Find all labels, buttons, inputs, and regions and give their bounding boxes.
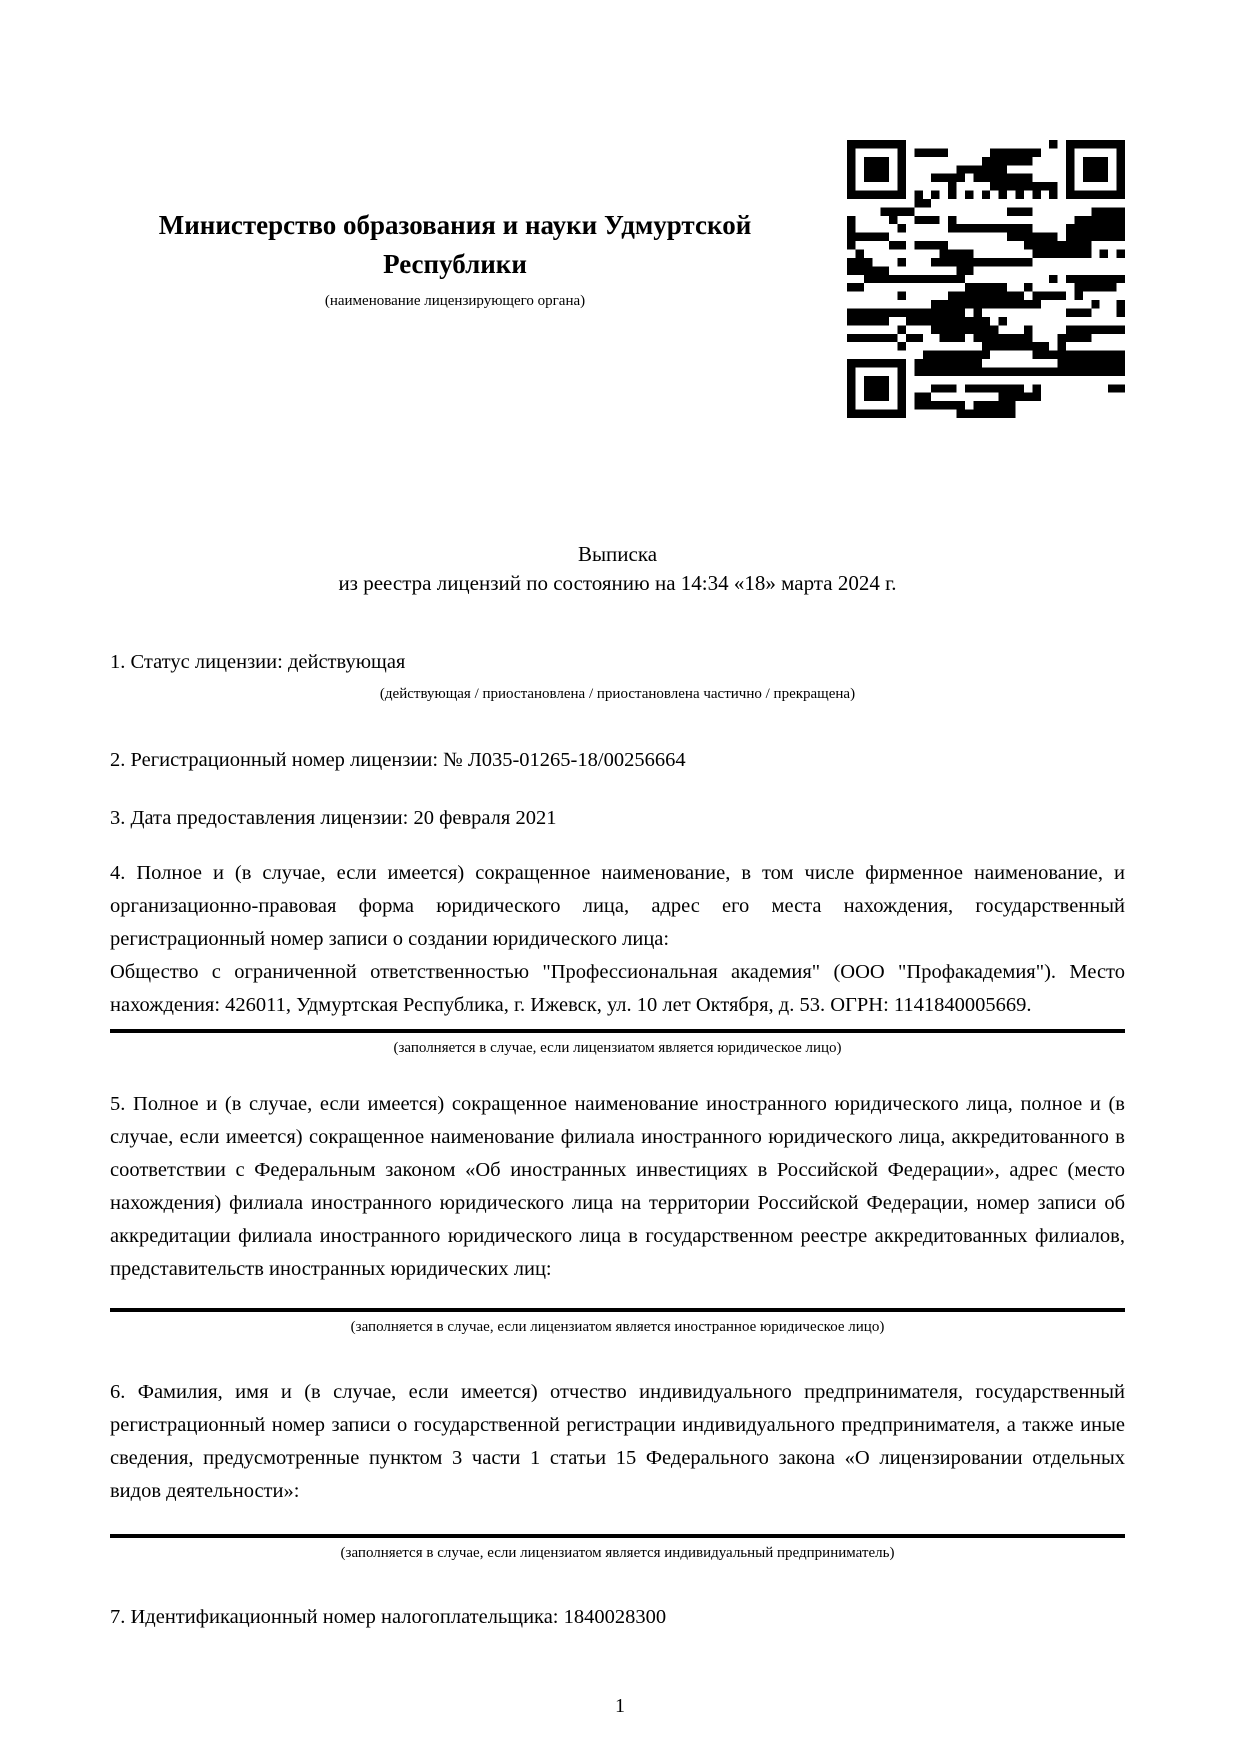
page-number: 1 xyxy=(615,1695,625,1717)
legal-entity-caption: (заполняется в случае, если лицензиатом является юридическое лицо) xyxy=(393,1040,842,1057)
foreign-entity-blank-rule xyxy=(110,1308,1125,1312)
authority-block xyxy=(110,140,800,312)
license-date-text: 3. Дата предоставления лицензии: 20 февраля 2021 xyxy=(110,807,557,830)
licensing-authority-name: Министерство образования и науки Удмуртской Республики xyxy=(158,210,752,280)
item-license-status xyxy=(110,646,1125,704)
taxpayer-number-text: 7. Идентификационный номер налогоплательщика: 1840028300 xyxy=(110,1605,667,1628)
license-status-caption: (действующая / приостановлена / приостановлена частично / прекращена) xyxy=(379,685,856,702)
registration-number-text: 2. Регистрационный номер лицензии: № Л035-01265-18/00256664 xyxy=(110,749,686,772)
individual-entrepreneur-blank-rule xyxy=(110,1534,1125,1538)
qr-code-icon xyxy=(847,140,1125,418)
legal-entity-label: 4. Полное и (в случае, если имеется) сокращенное наименование, в том числе фирменное наименование, и организационно-правовая форма юридического лица, адрес его места нахождения, государственный регистрационный номер записи о создании юридического лица: xyxy=(110,862,1125,951)
license-status-text: 1. Статус лицензии: действующая xyxy=(110,650,406,673)
document-title xyxy=(110,540,1125,598)
authority-caption: (наименование лицензирующего органа) xyxy=(324,293,586,310)
individual-entrepreneur-caption: (заполняется в случае, если лицензиатом является индивидуальный предприниматель) xyxy=(340,1544,895,1561)
document-header xyxy=(110,140,1125,418)
foreign-entity-caption: (заполняется в случае, если лицензиатом является иностранное юридическое лицо) xyxy=(350,1319,885,1336)
item-registration-number xyxy=(110,744,1125,777)
item-individual-entrepreneur xyxy=(110,1376,1125,1563)
item-foreign-entity xyxy=(110,1088,1125,1337)
legal-entity-value: Общество с ограниченной ответственностью "Профессиональная академия" (ООО "Профакадемия"). Место нахождения: 426011, Удмуртская Республика, г. Ижевск, ул. 10 лет Октября, д. 53. ОГРН: 1141840005669. xyxy=(110,956,1125,1033)
individual-entrepreneur-label: 6. Фамилия, имя и (в случае, если имеется) отчество индивидуального предпринимателя, государственный регистрационный номер записи о государственной регистрации индивидуального предпринимателя, а также иные сведения, предусмотренные пунктом 3 части 1 статьи 15 Федерального закона «О лицензировании отдельных видов деятельности»: xyxy=(110,1380,1125,1502)
items-section xyxy=(110,646,1125,1634)
document-title-line1: Выписка xyxy=(577,542,658,566)
item-license-date xyxy=(110,802,1125,835)
document-title-line2: из реестра лицензий по состоянию на 14:34 «18» марта 2024 г. xyxy=(338,570,897,595)
foreign-entity-label: 5. Полное и (в случае, если имеется) сокращенное наименование иностранного юридического лица, полное и (в случае, если имеется) сокращенное наименование филиала иностранного юридического лица, аккредитованного в соответствии с Федеральным законом «Об иностранных инвестициях в Российской Федерации», адрес (место нахождения) филиала иностранного юридического лица на территории Российской Федерации, номер записи об аккредитации филиала иностранного юридического лица в государственном реестре аккредитованных филиалов, представительств иностранных юридических лиц: xyxy=(110,1093,1125,1281)
item-legal-entity xyxy=(110,857,1125,1058)
item-taxpayer-number xyxy=(110,1601,1125,1634)
